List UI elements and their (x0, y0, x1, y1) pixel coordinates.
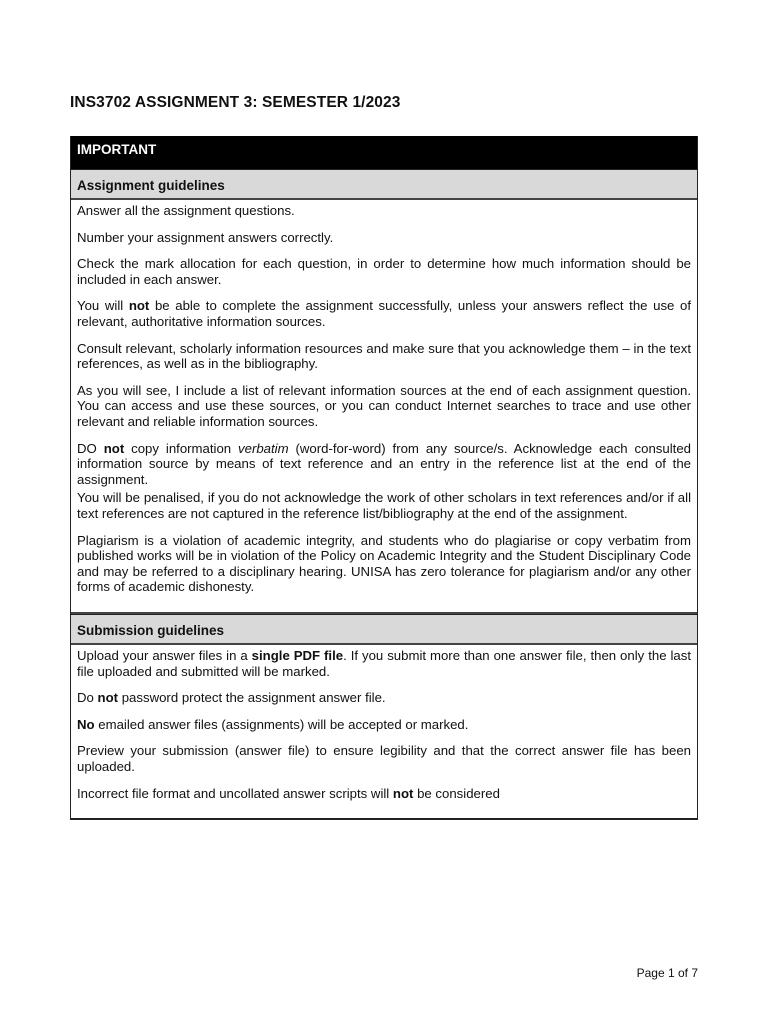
paragraph-text: (word-for-word) from any source/s. Acknowledge each consulted information source by means of text reference and an entry in the reference list at the end of the assignment. (77, 440, 691, 487)
paragraph-text: copy information (124, 440, 239, 456)
bold-text: not (128, 298, 150, 314)
guideline-paragraph (77, 690, 691, 706)
paragraph-text: As you will see, I include a list of relevant information sources at the end of each assignment question. You can access and use these sources, or you can conduct Internet searches to trace and use other relevant and reliable information sources. (77, 382, 691, 429)
paragraph-text: Plagiarism is a violation of academic integrity, and students who do plagiarise or copy verbatim from published works will be in violation of the Policy on Academic Integrity and the Student Disciplinary Code and may be referred to a disciplinary hearing. UNISA has zero tolerance for plagiarism and/or any other forms of academic dishonesty. (77, 532, 691, 595)
guideline-paragraph (77, 341, 691, 372)
paragraph-text: Answer all the assignment questions. (77, 203, 295, 218)
paragraph-text: be able to complete the assignment successfully, unless your answers reflect the use of relevant, authoritative information sources. (77, 298, 691, 329)
italic-text: verbatim (238, 440, 289, 456)
guideline-paragraph (77, 533, 691, 595)
guideline-paragraph (77, 256, 691, 287)
bold-text: single PDF file (251, 648, 344, 663)
paragraph-text: Check the mark allocation for each question, in order to determine how much information should be included in each answer. (77, 256, 691, 287)
guideline-paragraph (77, 717, 691, 733)
bold-text: No (77, 716, 95, 732)
bold-text: not (97, 690, 119, 706)
submission-guidelines-heading: Submission guidelines (71, 614, 697, 645)
guideline-paragraph (77, 230, 691, 246)
bold-text: not (392, 785, 414, 801)
document-title: INS3702 ASSIGNMENT 3: SEMESTER 1/2023 (70, 94, 401, 111)
bold-text: not (103, 440, 125, 456)
important-header: IMPORTANT (71, 136, 697, 169)
paragraph-text: Preview your submission (answer file) to ensure legibility and that the correct answer file has been uploaded. (77, 743, 691, 774)
guideline-paragraph (77, 383, 691, 430)
guideline-paragraph (77, 786, 691, 802)
paragraph-text: DO (77, 440, 104, 456)
paragraph-text: password protect the assignment answer file. (118, 690, 386, 706)
page-number: Page 1 of 7 (636, 966, 698, 980)
guideline-paragraph (77, 648, 691, 679)
paragraph-text: emailed answer files (assignments) will be accepted or marked. (94, 716, 469, 732)
paragraph-text: You will (77, 298, 129, 314)
guideline-paragraph (77, 203, 691, 219)
guideline-paragraph (77, 441, 691, 488)
paragraph-text: Upload your answer files in a (77, 648, 252, 663)
paragraph-text: be considered (413, 785, 500, 801)
guideline-paragraph (77, 490, 691, 521)
paragraph-text: Number your assignment answers correctly. (77, 229, 334, 245)
assignment-guidelines-heading: Assignment guidelines (71, 169, 697, 200)
guideline-paragraph (77, 743, 691, 774)
paragraph-text: . If you submit more than one answer file, then only the last file uploaded and submitted will be marked. (77, 648, 691, 679)
submission-guidelines-body (71, 645, 697, 818)
assignment-guidelines-body (71, 200, 697, 612)
paragraph-text: You will be penalised, if you do not acknowledge the work of other scholars in text references and/or if all text references are not captured in the reference list/bibliography at the end of the assignment. (77, 490, 691, 521)
paragraph-text: Do (77, 690, 98, 706)
important-box (70, 136, 698, 820)
guideline-paragraph (77, 298, 691, 329)
paragraph-text: Incorrect file format and uncollated answer scripts will (77, 785, 393, 801)
paragraph-text: Consult relevant, scholarly information resources and make sure that you acknowledge them – in the text references, as well as in the bibliography. (77, 340, 691, 372)
